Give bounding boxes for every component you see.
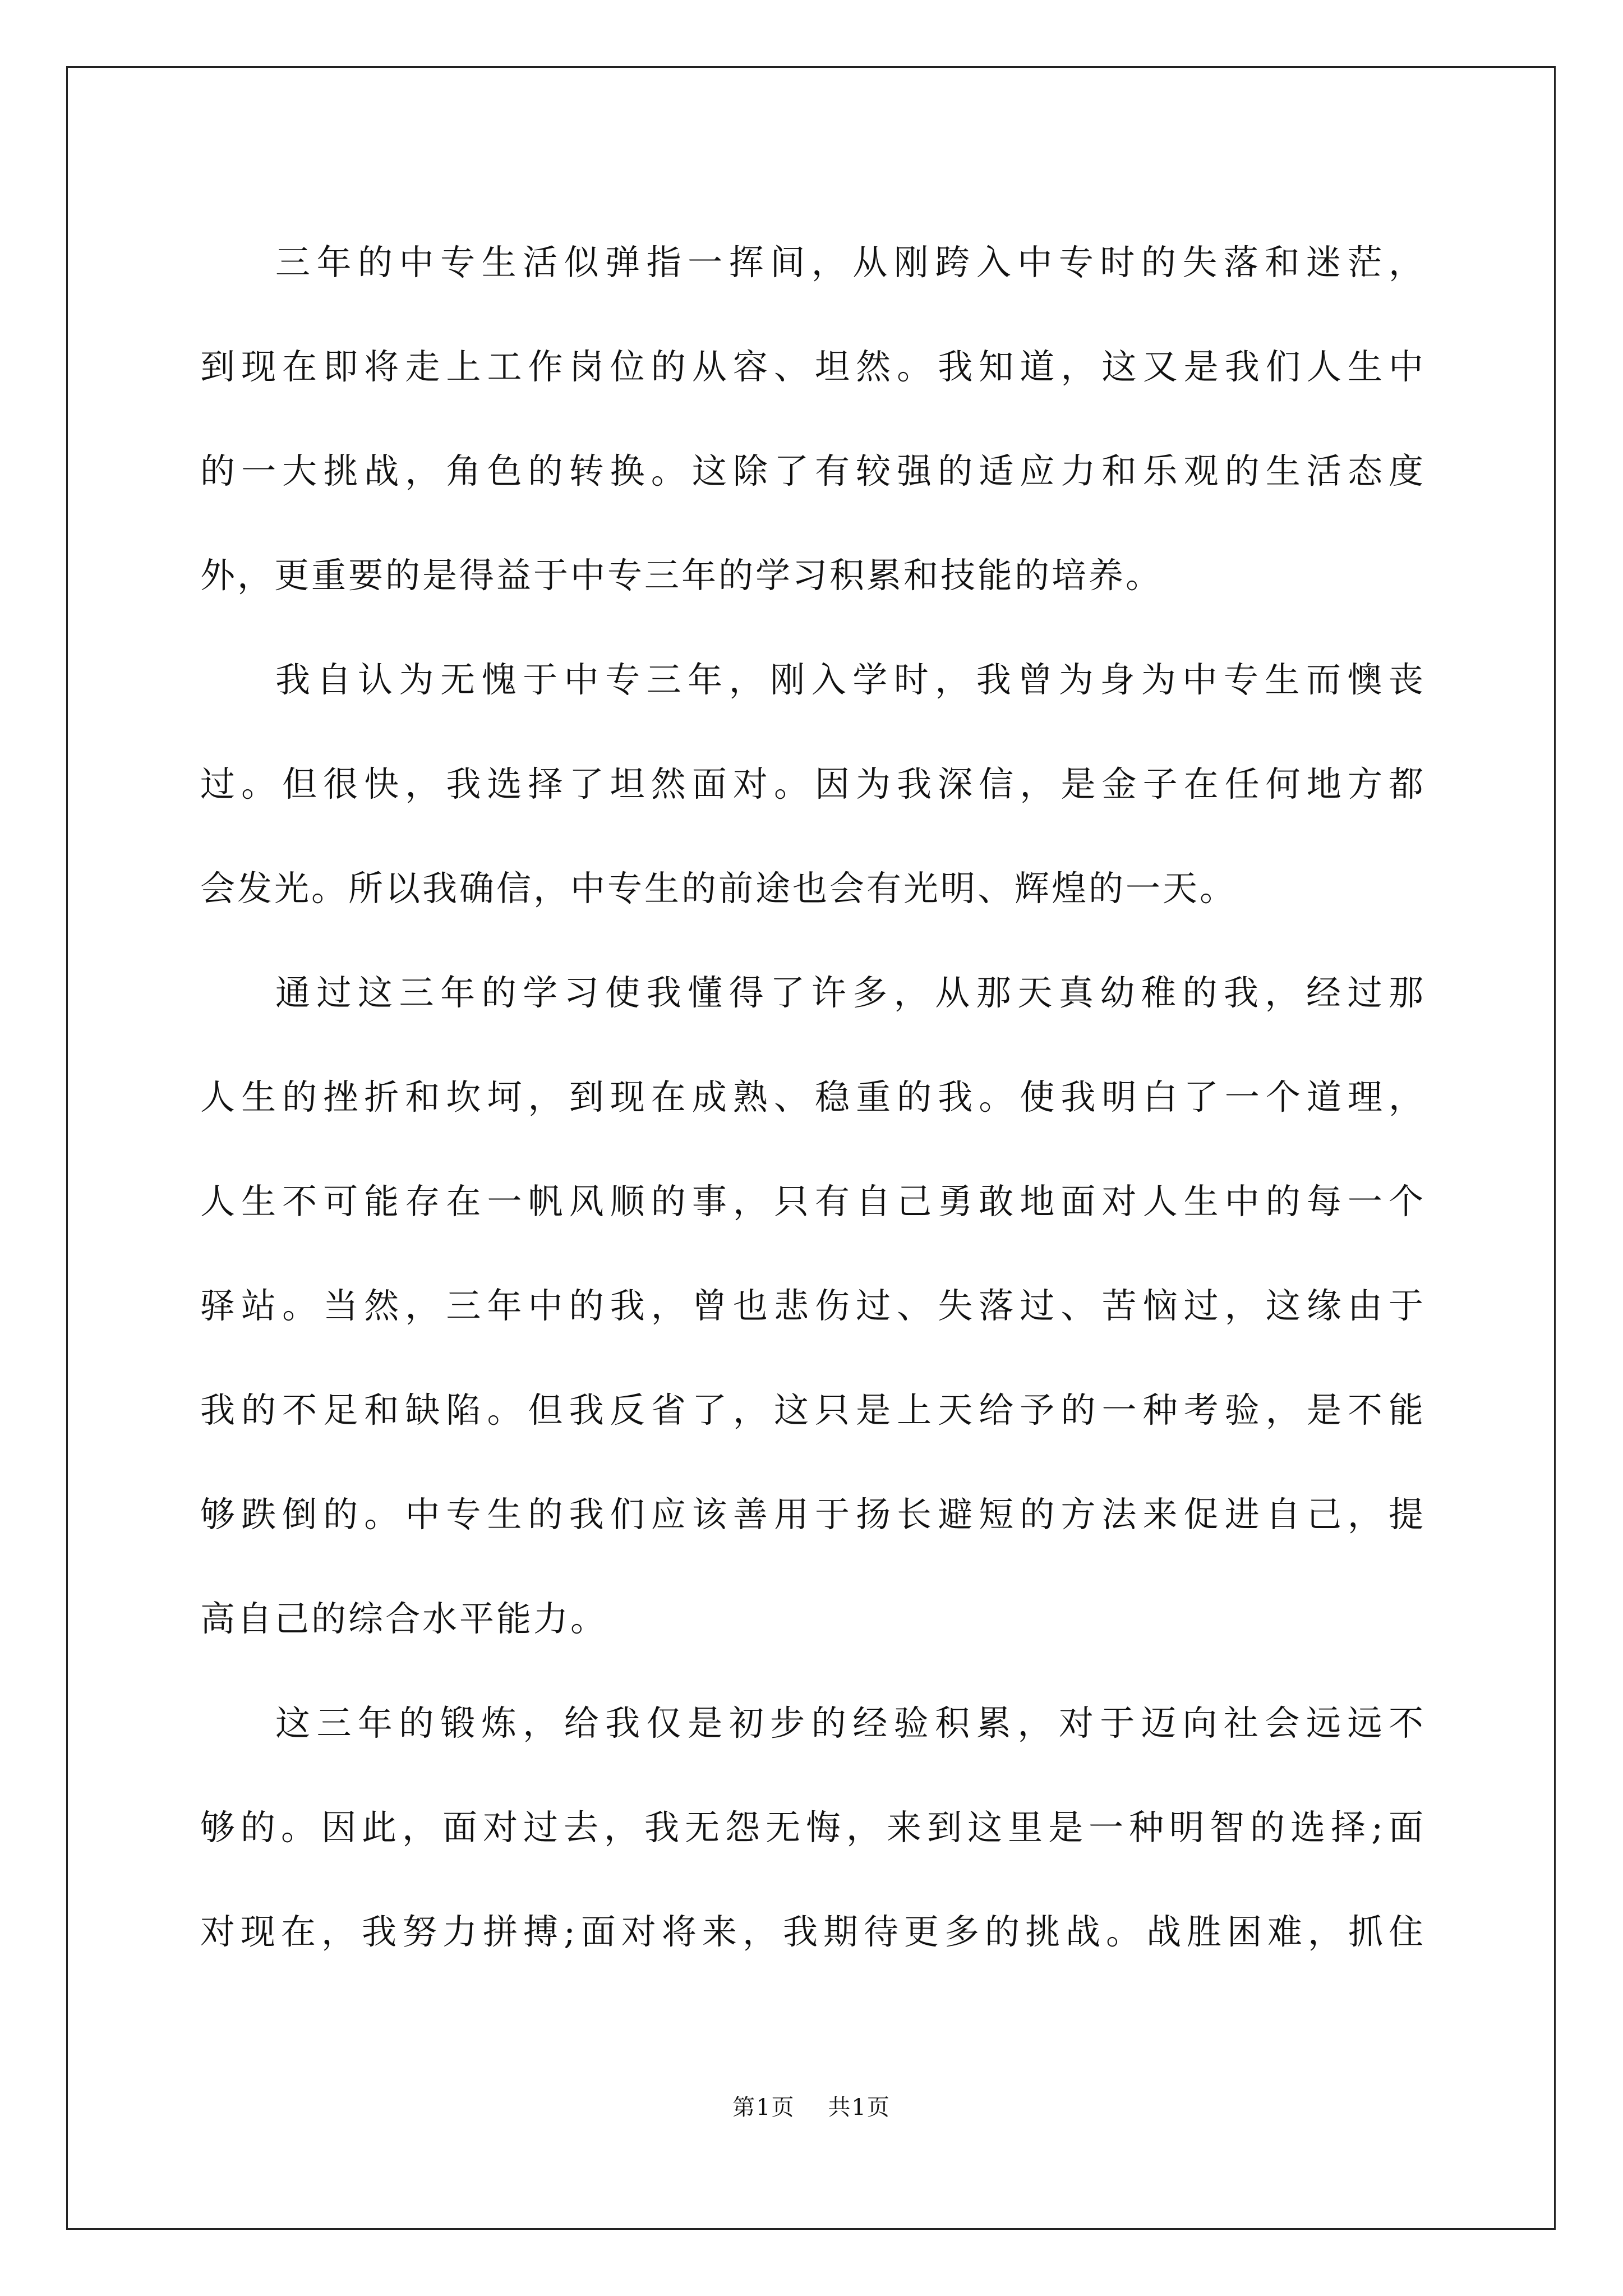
text-line: 够的。因此，面对过去，我无怨无悔，来到这里是一种明智的选择;面 xyxy=(200,1807,1426,1848)
page-number-label: 第1页 共1页 xyxy=(732,2095,891,2120)
text-line: 通过这三年的学习使我懂得了许多，从那天真幼稚的我，经过那 xyxy=(275,972,1426,1013)
paragraph-2 xyxy=(200,628,1426,941)
paragraph-4 xyxy=(200,1671,1426,1984)
text-line: 的一大挑战，角色的转换。这除了有较强的适应力和乐观的生活态度 xyxy=(200,450,1426,491)
document-body xyxy=(200,210,1426,1984)
page-footer xyxy=(0,2093,1623,2122)
text-line: 对现在，我努力拼搏;面对将来，我期待更多的挑战。战胜困难，抓住 xyxy=(200,1911,1426,1952)
text-line: 三年的中专生活似弹指一挥间，从刚跨入中专时的失落和迷茫， xyxy=(275,242,1426,283)
paragraph-3 xyxy=(200,941,1426,1671)
text-line: 人生的挫折和坎坷，到现在成熟、稳重的我。使我明白了一个道理， xyxy=(200,1076,1426,1117)
text-line: 会发光。所以我确信，中专生的前途也会有光明、辉煌的一天。 xyxy=(200,868,1237,909)
text-line: 高自己的综合水平能力。 xyxy=(200,1598,608,1639)
text-line: 够跌倒的。中专生的我们应该善用于扬长避短的方法来促进自己，提 xyxy=(200,1494,1426,1535)
text-line: 这三年的锻炼，给我仅是初步的经验积累，对于迈向社会远远不 xyxy=(275,1703,1426,1743)
text-line: 驿站。当然，三年中的我，曾也悲伤过、失落过、苦恼过，这缘由于 xyxy=(200,1285,1426,1326)
paragraph-1 xyxy=(200,210,1426,628)
text-line: 外，更重要的是得益于中专三年的学习积累和技能的培养。 xyxy=(200,555,1163,596)
text-line: 我的不足和缺陷。但我反省了，这只是上天给予的一种考验，是不能 xyxy=(200,1389,1426,1430)
text-line: 我自认为无愧于中专三年，刚入学时，我曾为身为中专生而懊丧 xyxy=(275,659,1426,700)
text-line: 到现在即将走上工作岗位的从容、坦然。我知道，这又是我们人生中 xyxy=(200,346,1426,387)
text-line: 过。但很快，我选择了坦然面对。因为我深信，是金子在任何地方都 xyxy=(200,763,1426,804)
text-line: 人生不可能存在一帆风顺的事，只有自己勇敢地面对人生中的每一个 xyxy=(200,1181,1426,1222)
